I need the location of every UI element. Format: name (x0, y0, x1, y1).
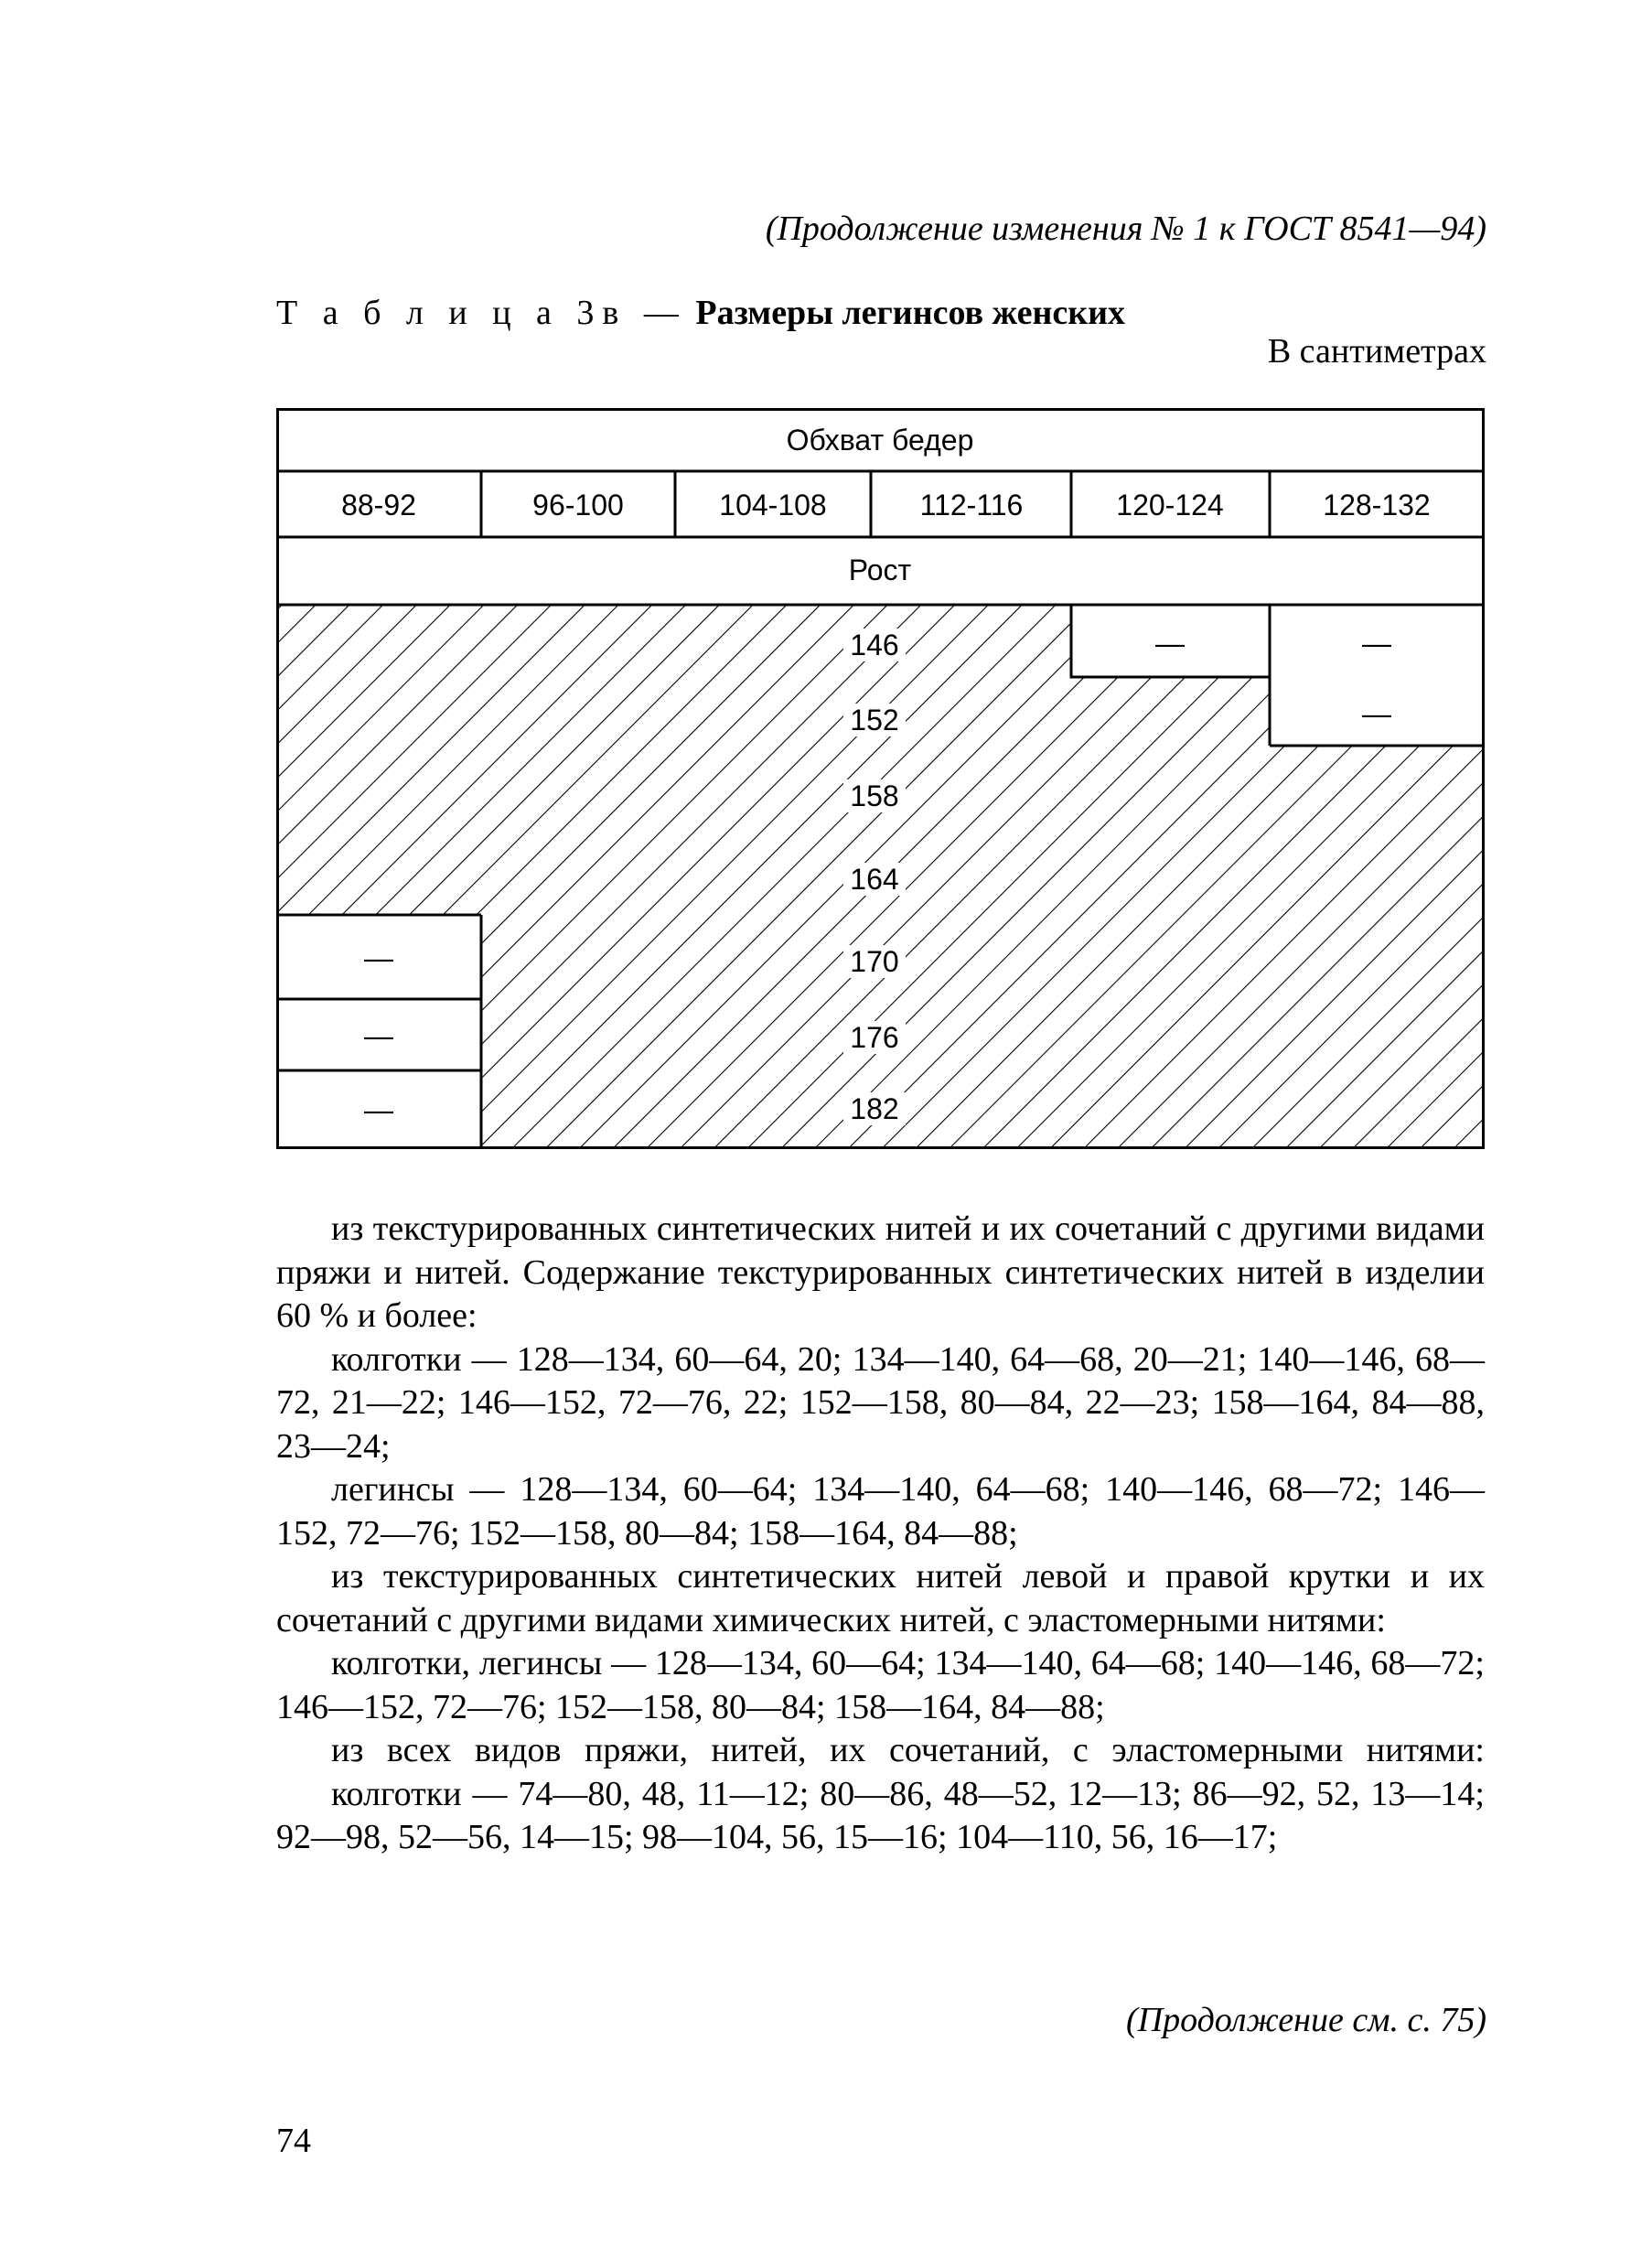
height-164: 164 (850, 863, 899, 896)
hip-size-1: 88-92 (341, 489, 416, 521)
dash-120-124-146: — (1155, 627, 1185, 660)
height-152: 152 (850, 704, 899, 736)
dash-88-92-176: — (364, 1019, 393, 1052)
height-176: 176 (850, 1021, 899, 1054)
continuation-footer: (Продолжение см. с. 75) (1125, 2001, 1486, 2039)
height-labels (843, 629, 906, 1125)
paragraph-6: из всех видов пряжи, нитей, их сочетаний, с эластомерными нитями: (331, 1731, 1485, 1769)
hip-size-6: 128-132 (1323, 489, 1431, 521)
paragraph-1: из текстурированных синтетических нитей и их сочетаний с другими видами пряжи и нитей. Содержание текстурированных синтетических нитей в изделии 60 % и более: (276, 1209, 1485, 1335)
hip-size-2: 96-100 (532, 489, 624, 521)
height-158: 158 (850, 779, 899, 812)
dash-128-132-146: — (1362, 627, 1391, 660)
hip-size-3: 104-108 (719, 489, 827, 521)
paragraph-7: колготки — 74—80, 48, 11—12; 80—86, 48—52, 12—13; 86—92, 52, 13—14; 92—98, 52—56, 14—15; 98—104, 56, 15—16; 104—110, 56, 16—17; (276, 1774, 1485, 1856)
dash-128-132-152: — (1362, 697, 1391, 730)
dash-88-92-182: — (364, 1093, 393, 1126)
paragraph-4: из текстурированных синтетических нитей левой и правой крутки и их сочетаний с другими видами химических нитей, с эластомерными нитями: (276, 1557, 1485, 1639)
table-caption (276, 293, 1125, 333)
paragraph-2: колготки — 128—134, 60—64, 20; 134—140, 64—68, 20—21; 140—146, 68—72, 21—22; 146—152, 72—76, 22; 152—158, 80—84, 22—23; 158—164, 84—88, 23—24; (276, 1339, 1485, 1466)
dash-88-92-170: — (364, 941, 393, 974)
height-170: 170 (850, 945, 899, 978)
hip-girth-header: Обхват бедер (786, 424, 974, 457)
paragraph-3: легинсы — 128—134, 60—64; 134—140, 64—68; 140—146, 68—72; 146—152, 72—76; 152—158, 80—84; 158—164, 84—88; (276, 1470, 1485, 1553)
page-number: 74 (276, 2122, 311, 2160)
paragraph-5: колготки, легинсы — 128—134, 60—64; 134—140, 64—68; 140—146, 68—72; 146—152, 72—76; 152—158, 80—84; 158—164, 84—88; (276, 1644, 1485, 1726)
hip-size-4: 112-116 (919, 489, 1024, 521)
size-table (276, 408, 1485, 1149)
table-units: В сантиметрах (1267, 332, 1486, 371)
body-text (276, 1208, 1485, 1860)
height-182: 182 (850, 1092, 899, 1125)
hip-size-5: 120-124 (1116, 489, 1224, 521)
table-title: Размеры легинсов женских (695, 294, 1125, 332)
height-header: Рост (848, 554, 912, 586)
table-label: Т а б л и ц а 3в — (276, 294, 687, 332)
height-146: 146 (850, 629, 899, 661)
continuation-header: (Продолжение изменения № 1 к ГОСТ 8541—94) (765, 210, 1486, 248)
